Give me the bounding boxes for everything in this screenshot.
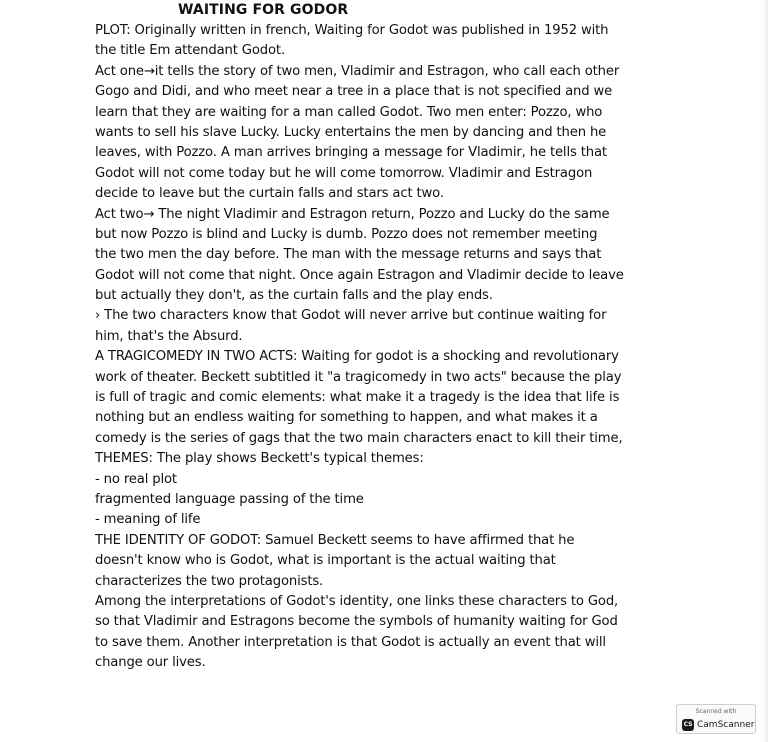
text-line: PLOT: Originally written in french, Waiting for Godot was published in 1952 with <box>95 23 609 38</box>
text-line: characterizes the two protagonists. <box>95 573 324 589</box>
text-line: the title Em attendant Godot. <box>95 43 285 59</box>
text-line: THEMES: The play shows Beckett's typical themes: <box>95 451 424 467</box>
text-line: work of theater. Beckett subtitled it "a tragicomedy in two acts" because the play <box>95 369 622 385</box>
text-line: nothing but an endless waiting for something to happen, and what makes it a <box>95 410 598 426</box>
text-line: learn that they are waiting for a man called Godot. Two men enter: Pozzo, who <box>95 104 603 120</box>
text-line: Godot will not come today but he will come tomorrow. Vladimir and Estragon <box>95 165 593 181</box>
text-line: - meaning of life <box>95 512 201 528</box>
text-line: Godot will not come that night. Once again Estragon and Vladimir decide to leave <box>95 267 624 283</box>
text-line: fragmented language passing of the time <box>95 491 364 507</box>
text-line: but actually they don't, as the curtain falls and the play ends. <box>95 288 493 304</box>
text-line: so that Vladimir and Estragons become the symbols of humanity waiting for God <box>95 614 618 630</box>
text-line: - no real plot <box>95 471 177 487</box>
camscanner-app-name: CamScanner <box>697 720 755 730</box>
text-line: Act one→it tells the story of two men, Vladimir and Estragon, who call each other <box>95 63 620 79</box>
document-body <box>95 21 695 674</box>
text-line: Act two→ The night Vladimir and Estragon return, Pozzo and Lucky do the same <box>95 206 610 222</box>
text-line: change our lives. <box>95 655 206 671</box>
text-line: comedy is the series of gags that the two main characters enact to kill their time, <box>95 430 623 446</box>
text-line: A TRAGICOMEDY IN TWO ACTS: Waiting for godot is a shocking and revolutionary <box>95 349 619 365</box>
text-line: decide to leave but the curtain falls and stars act two. <box>95 186 444 202</box>
scanned-with-label: Scanned with <box>695 708 737 715</box>
text-line: him, that's the Absurd. <box>95 328 243 344</box>
text-line: to save them. Another interpretation is that Godot is actually an event that will <box>95 634 606 650</box>
text-line: THE IDENTITY OF GODOT: Samuel Beckett seems to have affirmed that he <box>95 532 575 548</box>
camscanner-watermark <box>676 704 756 734</box>
camscanner-logo-icon: CS <box>682 719 694 731</box>
text-line: wants to sell his slave Lucky. Lucky entertains the men by dancing and then he <box>95 124 607 140</box>
text-line: but now Pozzo is blind and Lucky is dumb. Pozzo does not remember meeting <box>95 226 598 242</box>
scan-edge-shadow <box>762 0 768 742</box>
text-line: is full of tragic and comic elements: what make it a tragedy is the idea that life is <box>95 390 620 406</box>
text-line: Gogo and Didi, and who meet near a tree in a place that is not specified and we <box>95 84 613 100</box>
text-line: Among the interpretations of Godot's identity, one links these characters to God, <box>95 593 619 609</box>
document-title: WAITING FOR GODOR <box>178 2 349 18</box>
text-line: doesn't know who is Godot, what is important is the actual waiting that <box>95 553 556 569</box>
text-line: leaves, with Pozzo. A man arrives bringing a message for Vladimir, he tells that <box>95 145 607 161</box>
text-line: › The two characters know that Godot will never arrive but continue waiting for <box>95 308 607 324</box>
text-line: the two men the day before. The man with the message returns and says that <box>95 247 602 263</box>
